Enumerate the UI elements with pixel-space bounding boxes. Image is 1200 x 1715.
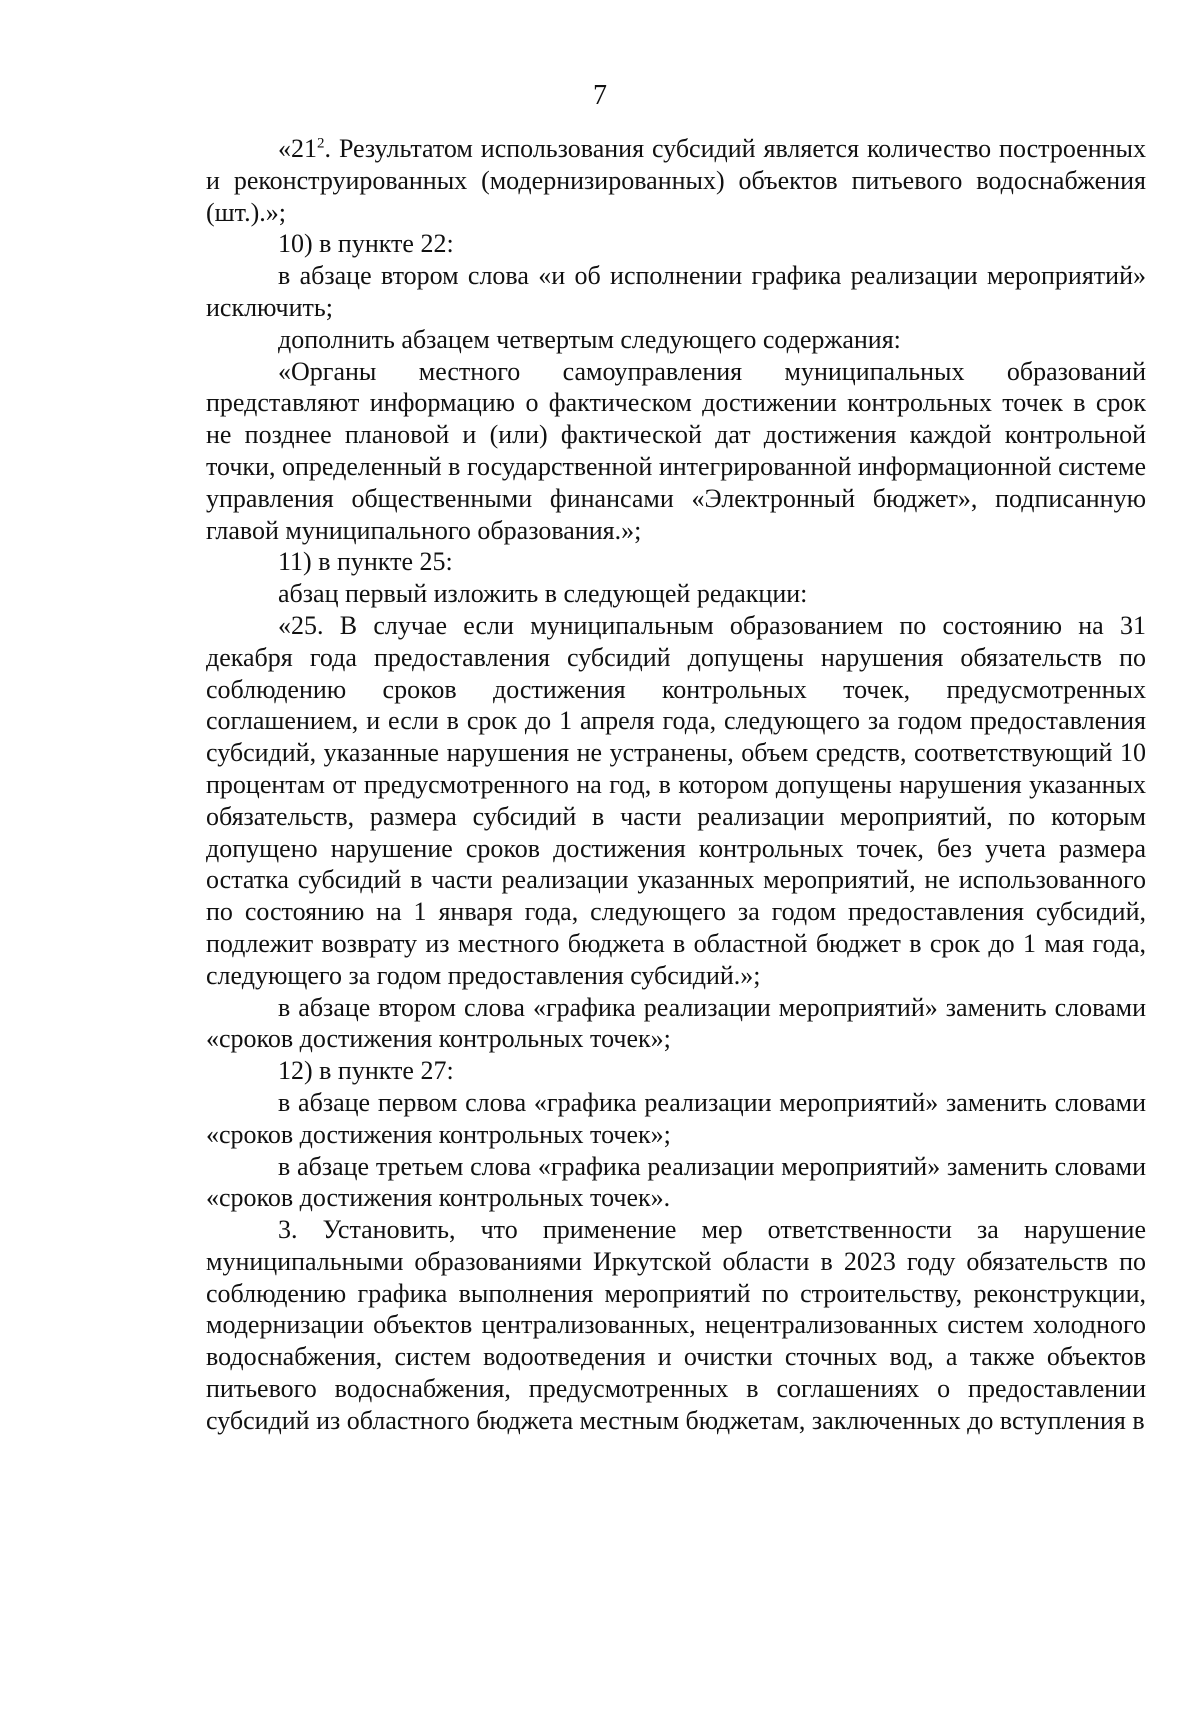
- paragraph-local-government-info: «Органы местного самоуправления муниципальных образований представляют информацию о фактическом достижении контрольных точек в срок не позднее плановой и (или) фактической дат достижения каждой контрольной точки, определенный в государственной интегрированной информационной системе управления общественными финансами «Электронный бюджет», подписанную главой муниципального образования.»;: [206, 356, 1146, 545]
- paragraph-item-11-abzac-2: в абзаце втором слова «графика реализации мероприятий» заменить словами «сроков достижения контрольных точек»;: [206, 992, 1146, 1054]
- paragraph-item-11: 11) в пункте 25:: [278, 547, 453, 577]
- document-body: [206, 133, 1146, 1437]
- paragraph-21-2-superscript: 2: [317, 135, 325, 152]
- paragraph-item-11-abzac-1: абзац первый изложить в следующей редакции:: [278, 579, 808, 609]
- paragraph-item-12-abzac-3: в абзаце третьем слова «графика реализации мероприятий» заменить словами «сроков достижения контрольных точек».: [206, 1151, 1146, 1213]
- paragraph-item-12-abzac-1: в абзаце первом слова «графика реализации мероприятий» заменить словами «сроков достижения контрольных точек»;: [206, 1087, 1146, 1149]
- paragraph-21-2-result: [206, 133, 1146, 228]
- paragraph-item-10-abzac-2: в абзаце втором слова «и об исполнении графика реализации мероприятий» исключить;: [206, 261, 1146, 322]
- paragraph-21-2-prefix: «21: [278, 134, 317, 163]
- paragraph-item-10-add-abzac-4: дополнить абзацем четвертым следующего содержания:: [278, 324, 901, 354]
- page-number: 7: [593, 80, 607, 111]
- paragraph-21-2-text: . Результатом использования субсидий является количество построенных и реконструированных (модернизированных) объектов питьевого водоснабжения (шт.).»;: [206, 134, 1146, 227]
- paragraph-25-violation: «25. В случае если муниципальным образованием по состоянию на 31 декабря года предоставления субсидий допущены нарушения обязательств по соблюдению сроков достижения контрольных точек, предусмотренных соглашением, и если в срок до 1 апреля года, следующего за годом предоставления субсидий, указанные нарушения не устранены, объем средств, соответствующий 10 процентам от предусмотренного на год, в котором допущены нарушения указанных обязательств, размера субсидий в части реализации мероприятий, по которым допущено нарушение сроков достижения контрольных точек, без учета размера остатка субсидий в части реализации указанных мероприятий, не использованного по состоянию на 1 января года, следующего за годом предоставления субсидий, подлежит возврату из местного бюджета в областной бюджет в срок до 1 мая года, следующего за годом предоставления субсидий.»;: [206, 610, 1146, 990]
- paragraph-section-3: 3. Установить, что применение мер ответственности за нарушение муниципальными образованиями Иркутской области в 2023 году обязательств по соблюдению графика выполнения мероприятий по строительству, реконструкции, модернизации объектов централизованных, нецентрализованных систем холодного водоснабжения, систем водоотведения и очистки сточных вод, а также объектов питьевого водоснабжения, предусмотренных в соглашениях о предоставлении субсидий из областного бюджета местным бюджетам, заключенных до вступления в: [206, 1215, 1146, 1435]
- paragraph-item-12: 12) в пункте 27:: [278, 1056, 454, 1086]
- paragraph-item-10: 10) в пункте 22:: [278, 229, 454, 259]
